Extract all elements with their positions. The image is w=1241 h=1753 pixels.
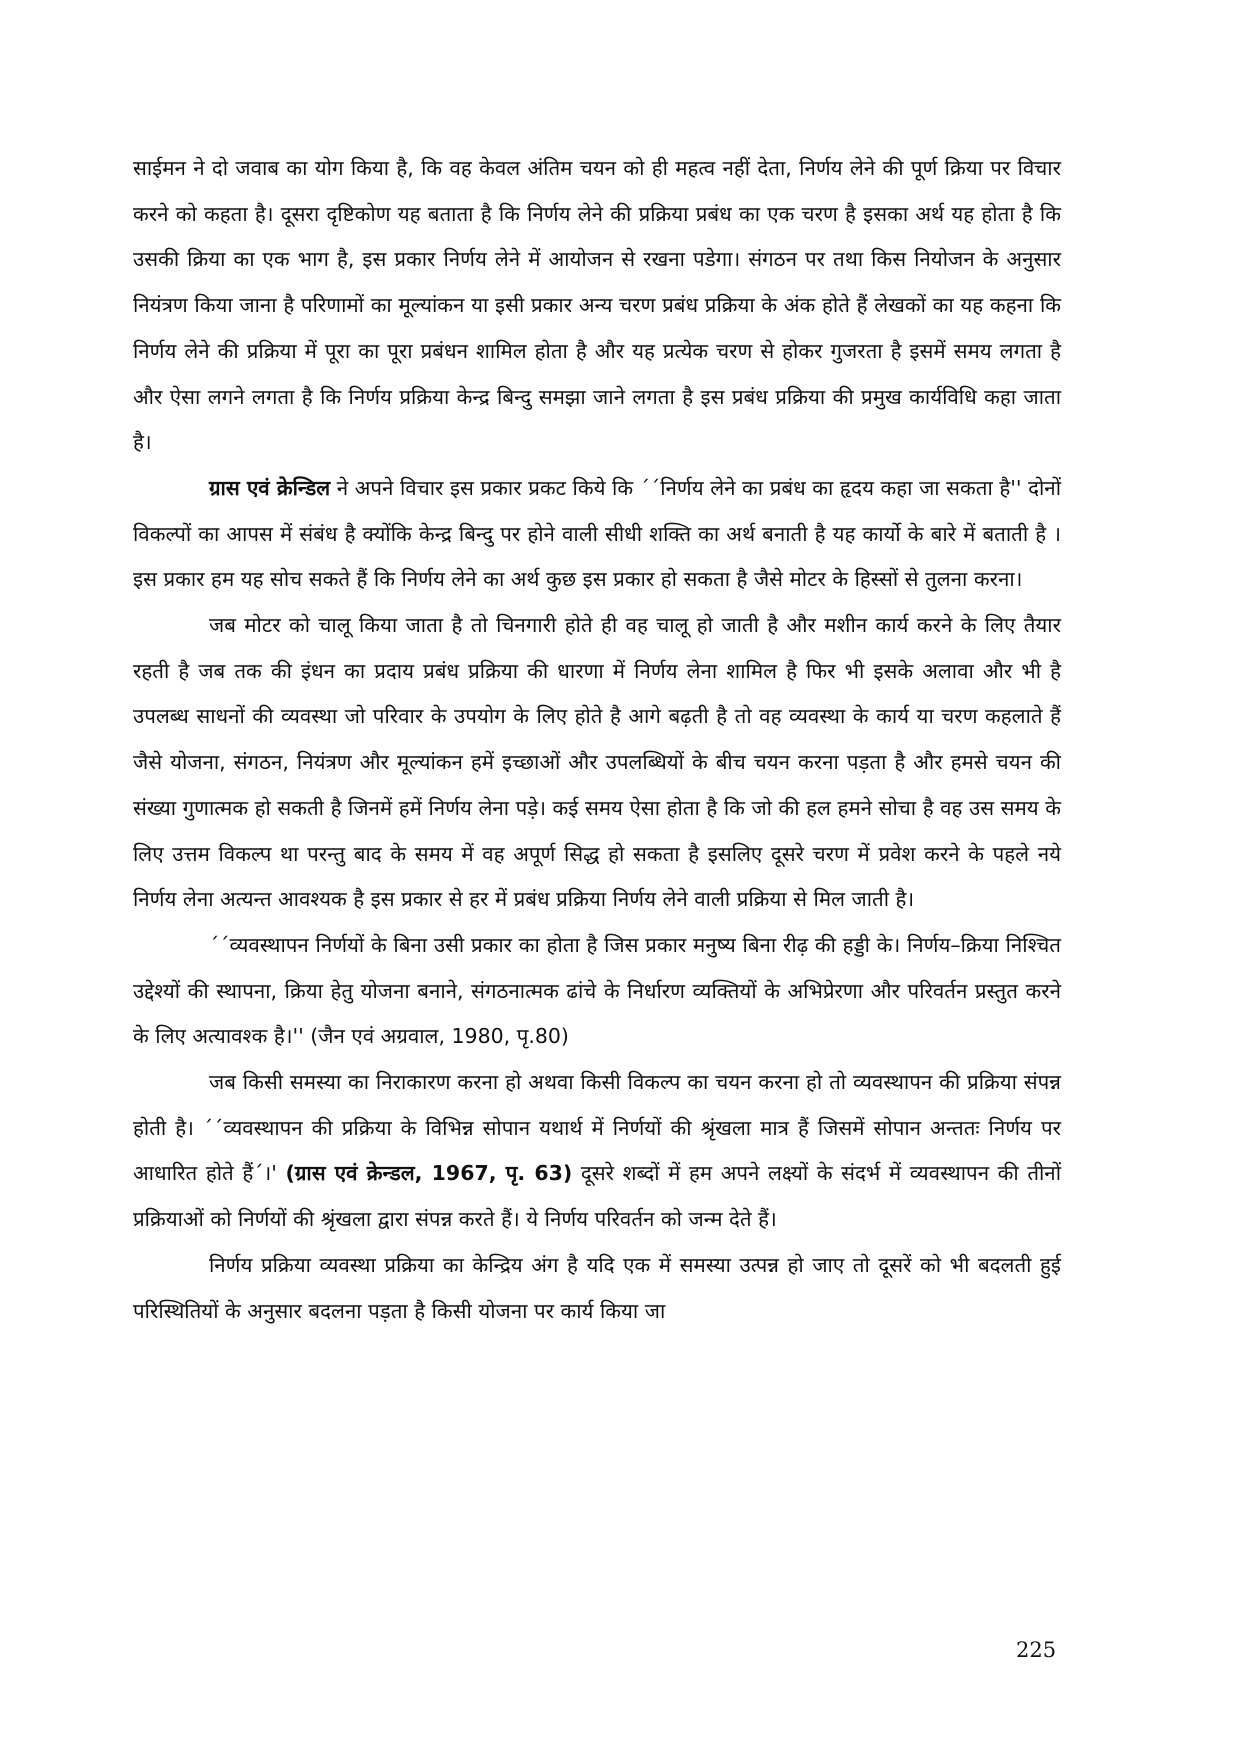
paragraph-3: जब मोटर को चालू किया जाता है तो चिनगारी होते ही वह चालू हो जाती है और मशीन कार्य करने के लिए तैयार रहती है जब तक की इंधन का प्रदाय प्रबंध प्रक्रिया की धारणा में निर्णय लेना शामिल है फिर भी इसके अलावा और भी है उपलब्ध साधनों की व्यवस्था जो परिवार के उपयोग के लिए होते है आगे बढ़ती है तो वह व्यवस्था के कार्य या चरण कहलाते हैं जैसे योजना, संगठन, नियंत्रण और मूल्यांकन हमें इच्छाओं और उपलब्धियों के बीच चयन करना पड़ता है और हमसे चयन की संख्या गुणात्मक हो सकती है जिनमें हमें निर्णय लेना पड़े। कई समय ऐसा होता है कि जो की हल हमने सोचा है वह उस समय के लिए उत्तम विकल्प था परन्तु बाद के समय में वह अपूर्ण सिद्ध हो सकता है इसलिए दूसरे चरण में प्रवेश करने के पहले नये निर्णय लेना अत्यन्त आवश्यक है इस प्रकार से हर में प्रबंध प्रक्रिया निर्णय लेने वाली प्रक्रिया से मिल जाती है। xyxy=(133,613,1061,912)
paragraph-4-quote: ´´व्यवस्थापन निर्णयों के बिना उसी प्रकार का होता है जिस प्रकार मनुष्य बिना रीढ़ की हड्डी के। निर्णय–क्रिया निश्चित उद्देश्यों की स्थापना, क्रिया हेतु योजना बनाने, संगठनात्मक ढांचे के निर्धारण व्यक्तियों के अभिप्रेरणा और परिवर्तन प्रस्तुत करने के लिए अत्यावश्क है।'' (जैन एवं अग्रवाल, 1980, पृ.80) xyxy=(133,932,1061,1049)
body-text xyxy=(133,146,1061,1334)
paragraph-1: साईमन ने दो जवाब का योग किया है, कि वह केवल अंतिम चयन को ही महत्व नहीं देता, निर्णय लेने की पूर्ण क्रिया पर विचार करने को कहता है। दूसरा दृष्टिकोण यह बताता है कि निर्णय लेने की प्रक्रिया प्रबंध का एक चरण है इसका अर्थ यह होता है कि उसकी क्रिया का एक भाग है, इस प्रकार निर्णय लेने में आयोजन से रखना पडेगा। संगठन पर तथा किस नियोजन के अनुसार नियंत्रण किया जाना है परिणामों का मूल्यांकन या इसी प्रकार अन्य चरण प्रबंध प्रक्रिया के अंक होते हैं लेखकों का यह कहना कि निर्णय लेने की प्रक्रिया में पूरा का पूरा प्रबंधन शामिल होता है और यह प्रत्येक चरण से होकर गुजरता है इसमें समय लगता है और ऐसा लगने लगता है कि निर्णय प्रक्रिया केन्द्र बिन्दु समझा जाने लगता है इस प्रबंध प्रक्रिया की प्रमुख कार्यविधि कहा जाता है। xyxy=(133,156,1061,455)
reference-citation-bold: (ग्रास एवं क्रेन्डल, 1967, पृ. 63) xyxy=(285,1161,573,1186)
paragraph-6: निर्णय प्रक्रिया व्यवस्था प्रक्रिया का केन्द्रिय अंग है यदि एक में समस्या उत्पन्न हो जाए तो दूसरें को भी बदलती हुई परिस्थितियों के अनुसार बदलना पड़ता है किसी योजना पर कार्य किया जा xyxy=(133,1252,1061,1323)
paragraph-5 xyxy=(133,1060,1061,1243)
author-citation-bold: ग्रास एवं क्रेन्डिल xyxy=(209,475,331,500)
page-number: 225 xyxy=(1016,1638,1057,1662)
paragraph-5-text-start: जब किसी समस्या का निराकारण करना हो अथवा किसी विकल्प का चयन करना हो तो व्यवस्थापन की प्रक्रिया संपन्न होती है। ´´व्यवस्थापन की प्रक्रिया के विभिन्न सोपान यथार्थ में निर्णयों की श्रृंखला मात्र हैं जिसमें सोपान अन्ततः निर्णय पर आधारित होते हैं´।' xyxy=(133,1070,1061,1186)
paragraph-5-text-rest: दूसरे शब्दों में हम अपने लक्ष्यों के संदर्भ में व्यवस्थापन की तीनों प्रक्रियाओं को निर्णयों की श्रृंखला द्वारा संपन्न करते हैं। ये निर्णय परिवर्तन को जन्म देते हैं। xyxy=(133,1161,1061,1232)
paragraph-2 xyxy=(133,466,1061,603)
paragraph-2-text: ने अपने विचार इस प्रकार प्रकट किये कि ´´निर्णय लेने का प्रबंध का हृदय कहा जा सकता है'' दोनों विकल्पों का आपस में संबंध है क्योंकि केन्द्र बिन्दु पर होने वाली सीधी शक्ति का अर्थ बनाती है यह कार्यो के बारे में बताती है ।इस प्रकार हम यह सोच सकते हैं कि निर्णय लेने का अर्थ कुछ इस प्रकार हो सकता है जैसे मोटर के हिस्सों से तुलना करना। xyxy=(133,475,1061,592)
